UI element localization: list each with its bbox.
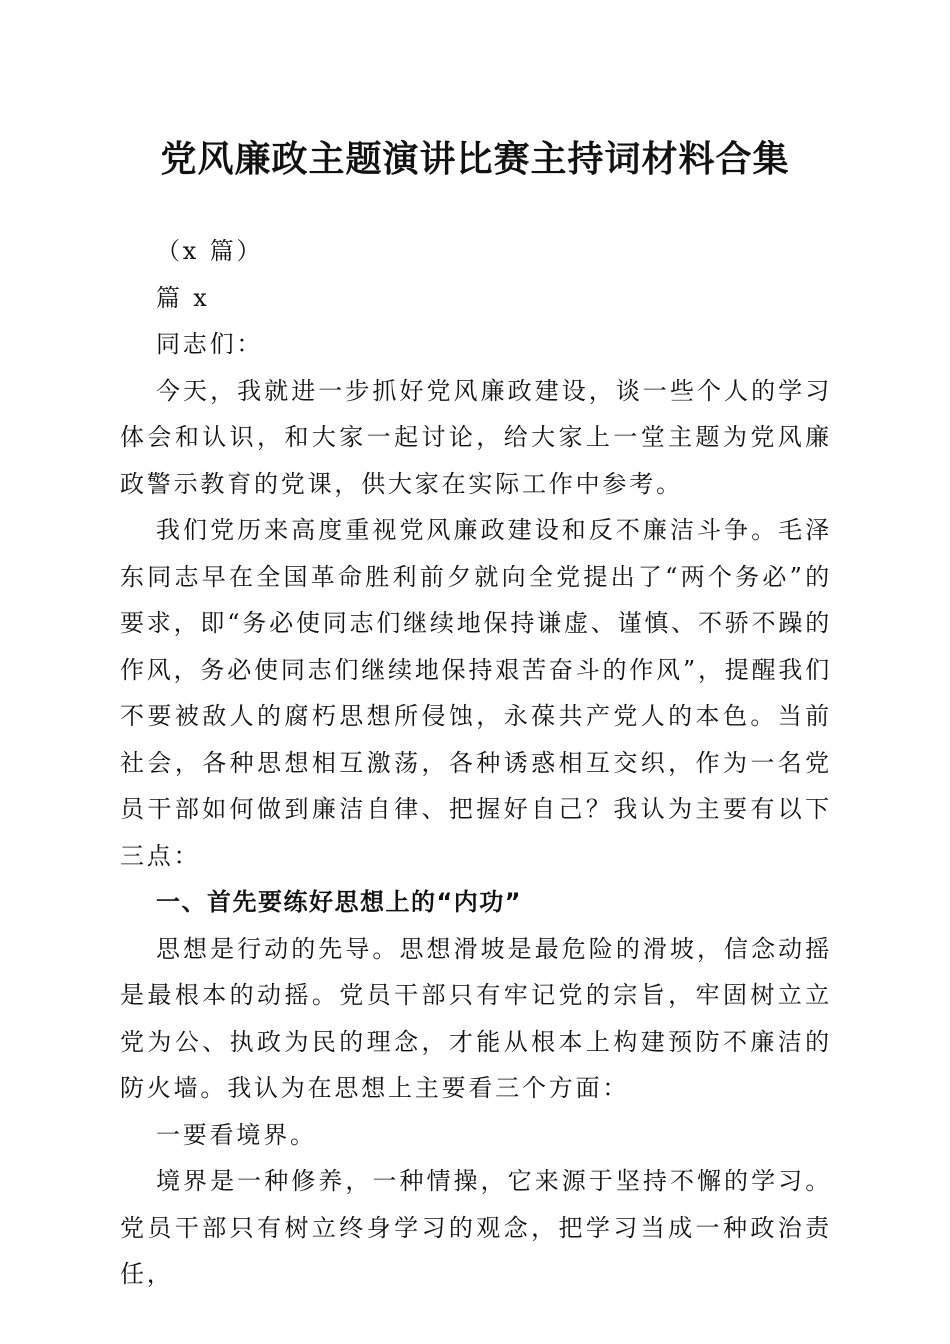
subpoint-1-paragraph: 境界是一种修养，一种情操，它来源于坚持不懈的学习。党员干部只有树立终身学习的观念，把学习当成一种政治责任， bbox=[120, 1167, 832, 1288]
section-heading-1: 一、首先要练好思想上的“内功” bbox=[156, 888, 523, 916]
history-paragraph: 我们党历来高度重视党风廉政建设和反不廉洁斗争。毛泽东同志早在全国革命胜利前夕就向全党提出了“两个务必”的要求，即“务必使同志们继续地保持谦虚、谨慎、不骄不躁的作风，务必使同志们继续地保持艰苦奋斗的作风”，提醒我们不要被敌人的腐朽思想所侵蚀，永葆共产党人的本色。当前社会，各种思想相互激荡，各种诱惑相互交织，作为一名党员干部如何做到廉洁自律、把握好自己？我认为主要有以下三点： bbox=[120, 516, 832, 870]
document-title: 党风廉政主题演讲比赛主持词材料合集 bbox=[160, 138, 790, 180]
section-1-paragraph: 思想是行动的先导。思想滑坡是最危险的滑坡，信念动摇是最根本的动摇。党员干部只有牢记党的宗旨，牢固树立立党为公、执政为民的理念，才能从根本上构建预防不廉洁的防火墙。我认为在思想上主要看三个方面： bbox=[120, 934, 832, 1102]
subpoint-heading-1: 一要看境界。 bbox=[156, 1120, 317, 1149]
article-count: （x 篇） bbox=[156, 237, 264, 265]
document-body bbox=[120, 228, 832, 1298]
salutation: 同志们： bbox=[156, 330, 264, 358]
article-number: 篇 x bbox=[156, 283, 210, 312]
intro-paragraph: 今天，我就进一步抓好党风廉政建设，谈一些个人的学习体会和认识，和大家一起讨论，给大家上一堂主题为党风廉政警示教育的党课，供大家在实际工作中参考。 bbox=[120, 376, 832, 498]
